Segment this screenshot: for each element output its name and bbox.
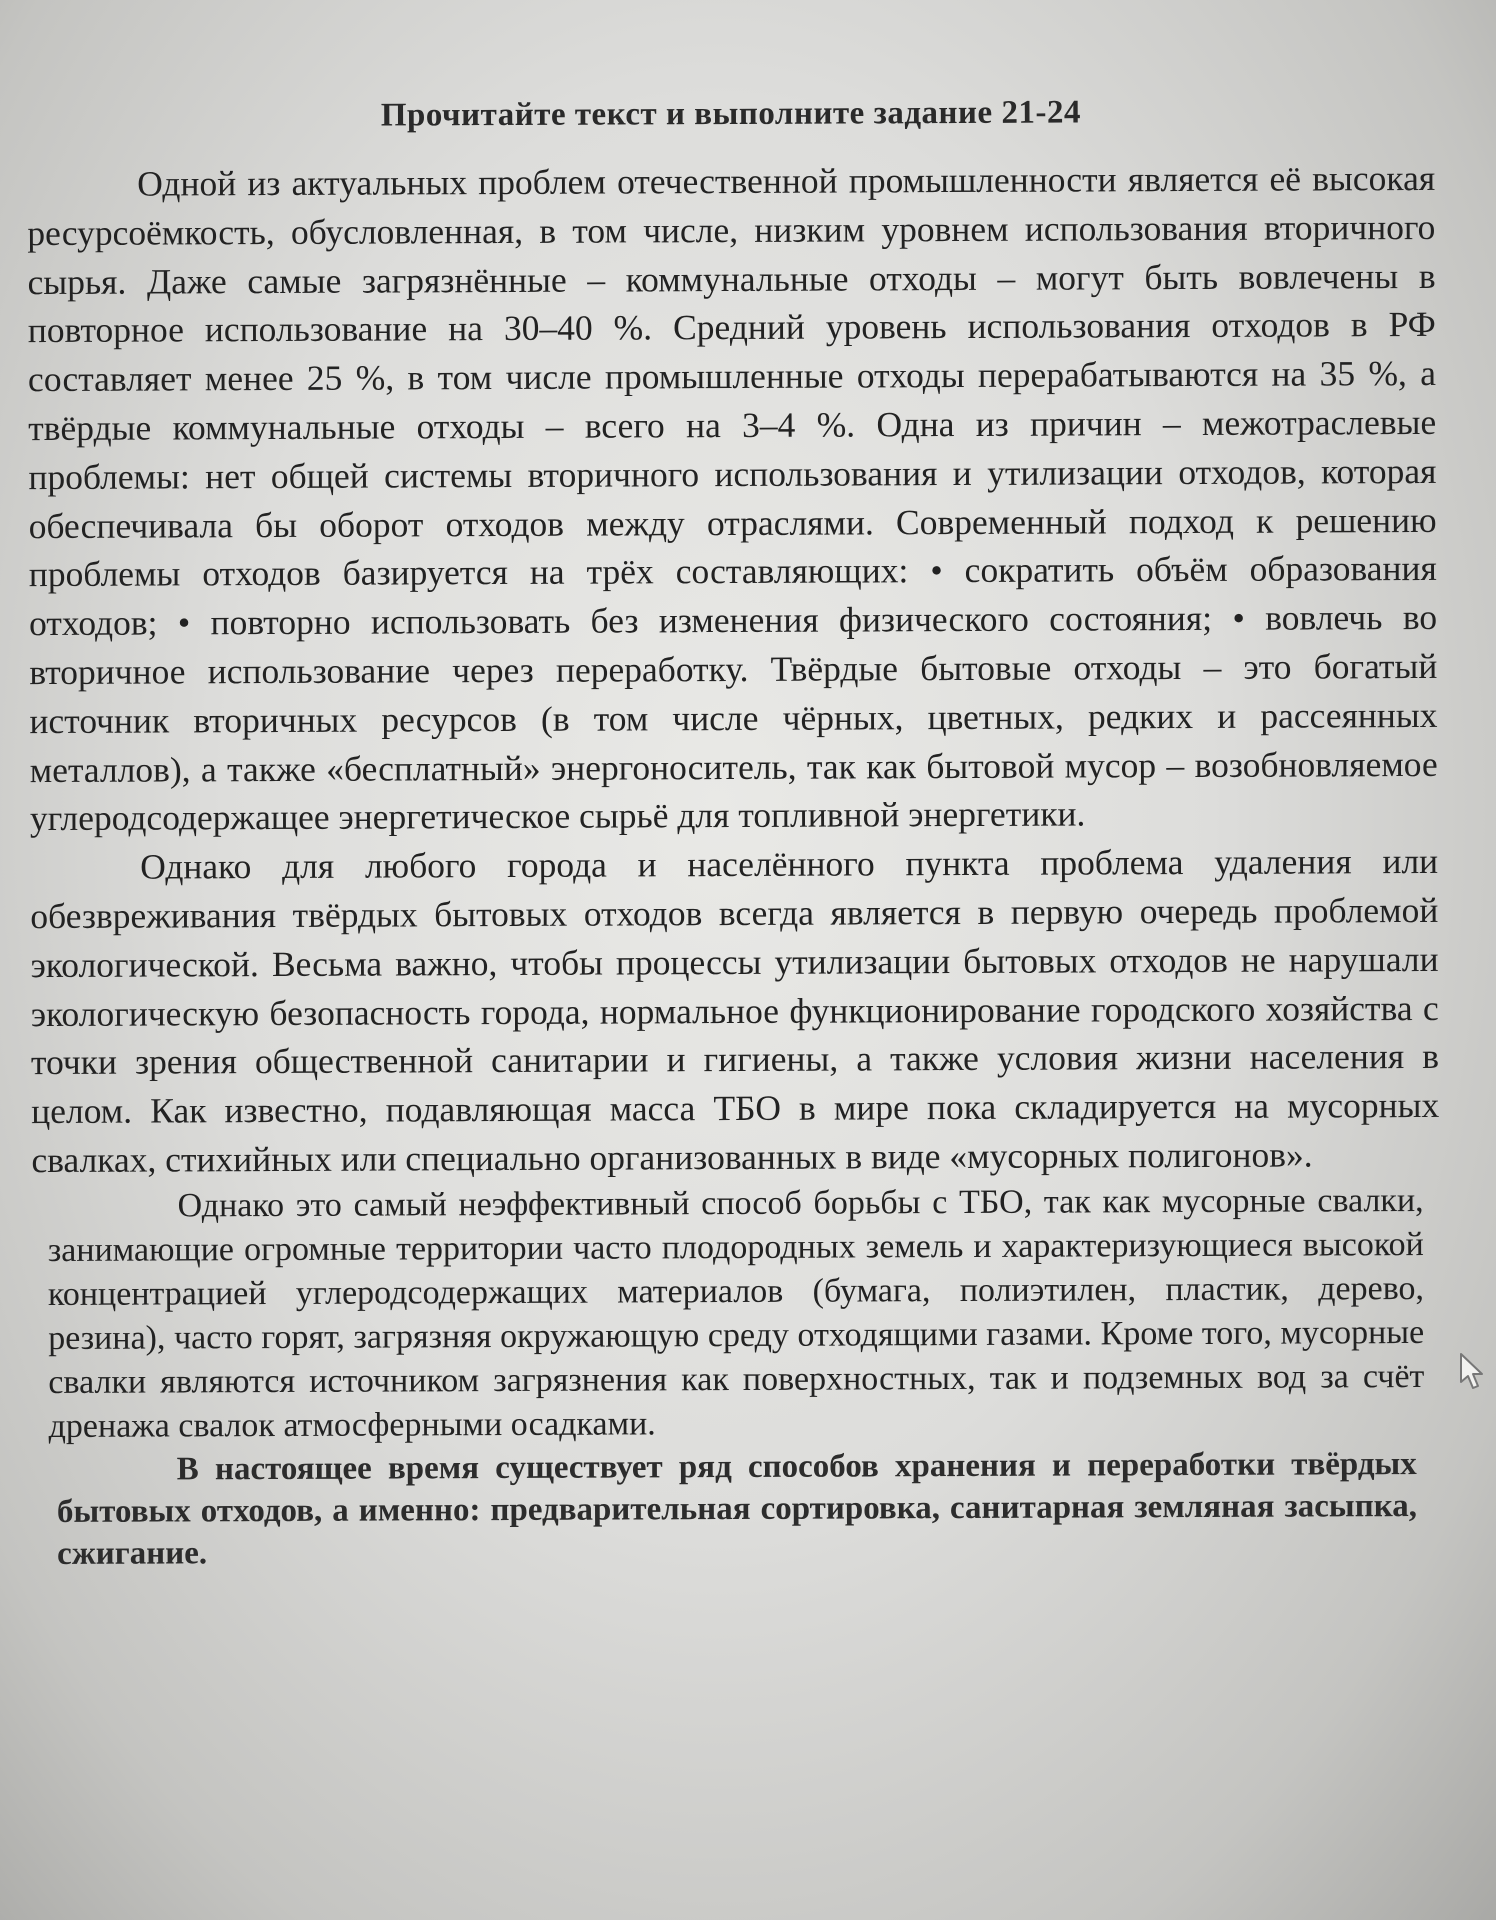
paragraph-4: В настоящее время существует ряд способов хранения и переработки твёрдых бытовых отходов, а именно: предварительная сортировка, санитарная земляная засыпка, сжигание.: [56, 1445, 1418, 1572]
paragraph-2: Однако для любого города и населённого пункта проблема удаления или обезвреживания твёрдых бытовых отходов всегда является в первую очередь проблемой экологической. Весьма важно, чтобы процессы утилизации бытовых отходов не нарушали экологическую безопасность города, нормальное функционирование городского хозяйства с точки зрения общественной санитарии и гигиены, а также условия жизни населения в целом. Как известно, подавляющая масса ТБО в мире пока складируется на мусорных свалках, стихийных или специально организованных в виде «мусорных полигонов».: [30, 841, 1440, 1181]
document-title: Прочитайте текст и выполните задание 21-24: [380, 94, 1081, 134]
mouse-pointer-icon: [1458, 1352, 1486, 1392]
paragraph-3: Однако это самый неэффективный способ борьбы с ТБО, так как мусорные свалки, занимающие огромные территории часто плодородных земель и характеризующиеся высокой концентрацией углеродсодержащих материалов (бумага, полиэтилен, пластик, дерево, резина), часто горят, загрязняя окружающую среду отходящими газами. Кроме того, мусорные свалки являются источником загрязнения как поверхностных, так и подземных вод за счёт дренажа свалок атмосферными осадками.: [47, 1181, 1425, 1445]
paragraph-1: Одной из актуальных проблем отечественной промышленности является её высокая ресурсоёмкость, обусловленная, в том числе, низким уровнем использования вторичного сырья. Даже самые загрязнённые – коммунальные отходы – могут быть вовлечены в повторное использование на 30–40 %. Средний уровень использования отходов в РФ составляет менее 25 %, в том числе промышленные отходы перерабатываются на 35 %, а твёрдые коммунальные отходы – всего на 3–4 %. Одна из причин – межотраслевые проблемы: нет общей системы вторичного использования и утилизации отходов, которая обеспечивала бы оборот отходов между отраслями. Современный подход к решению проблемы отходов базируется на трёх составляющих: • сократить объём образования отходов; • повторно использовать без изменения физического состояния; • вовлечь во вторичное использование через переработку. Твёрдые бытовые отходы – это богатый источник вторичных ресурсов (в том числе чёрных, цветных, редких и рассеянных металлов), а также «бесплатный» энергоноситель, так как бытовой мусор – возобновляемое углеродсодержащее энергетическое сырьё для топливной энергетики.: [27, 157, 1438, 839]
document-page: [27, 93, 1441, 1575]
